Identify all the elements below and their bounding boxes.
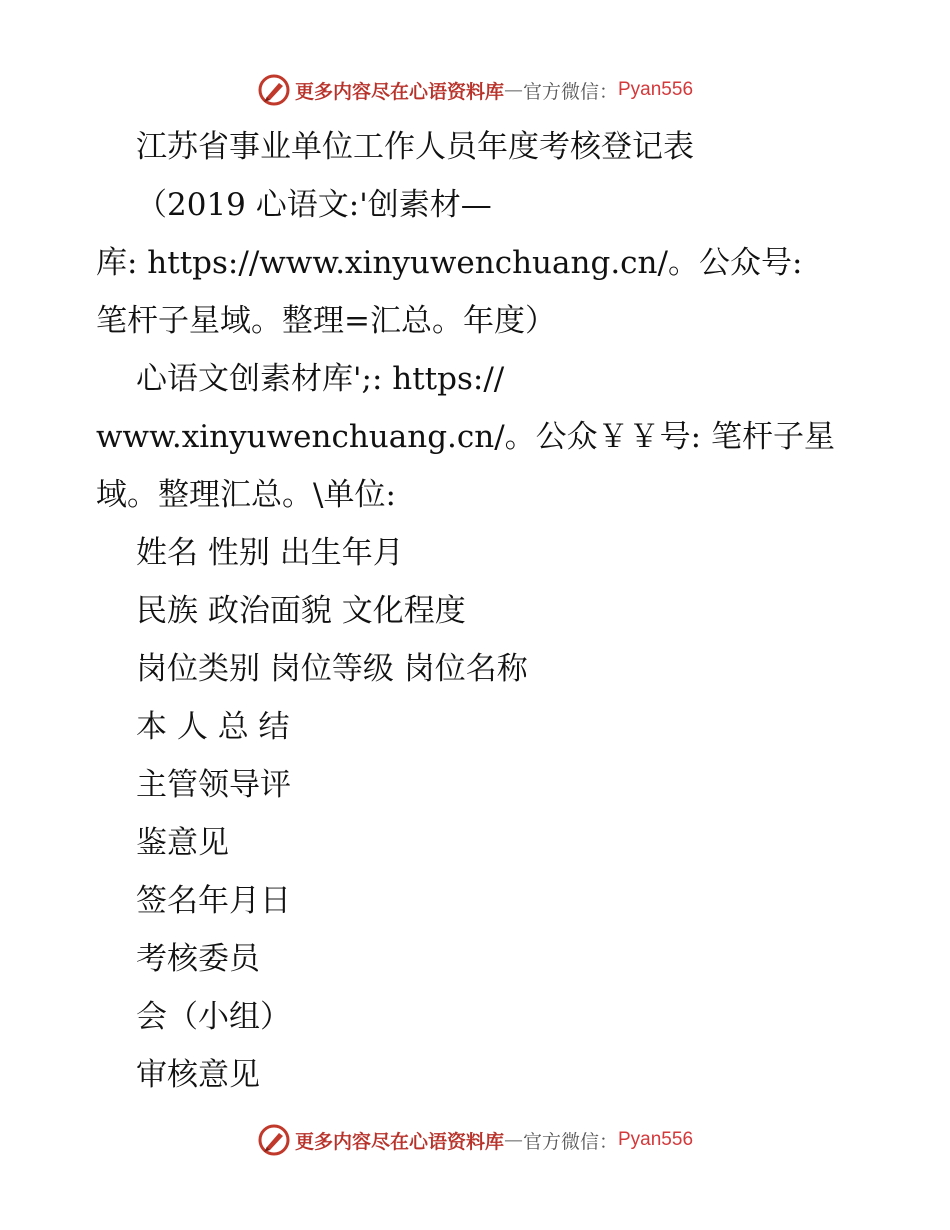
document-line: 笔杆子星域。整理=汇总。年度） bbox=[96, 303, 556, 339]
banner-label: 官方微信： bbox=[522, 1130, 618, 1153]
form-section-label: 鉴意见 bbox=[136, 825, 229, 861]
banner-separator: — bbox=[503, 1129, 523, 1151]
form-section-label: 签名年月日 bbox=[136, 883, 291, 919]
pen-logo-icon bbox=[257, 73, 291, 107]
document-line: www.xinyuwenchuang.cn/。公众￥￥号: 笔杆子星 bbox=[96, 419, 835, 455]
form-field-row: 民族 政治面貌 文化程度 bbox=[136, 593, 466, 629]
banner-main-text: 更多内容尽在心语资料库 bbox=[294, 1130, 504, 1153]
header-banner bbox=[0, 70, 950, 110]
form-field-row: 岗位类别 岗位等级 岗位名称 bbox=[136, 651, 528, 687]
form-section-label: 考核委员 bbox=[136, 941, 260, 977]
form-section-label: 主管领导评 bbox=[136, 767, 291, 803]
banner-wechat-id: Pyan556 bbox=[618, 1129, 694, 1150]
footer-banner bbox=[0, 1120, 950, 1160]
form-section-label: 本 人 总 结 bbox=[136, 709, 290, 745]
banner-main-text: 更多内容尽在心语资料库 bbox=[294, 80, 504, 103]
banner-wechat-id: Pyan556 bbox=[618, 79, 694, 100]
document-line: （2019 心语文:'创素材— bbox=[136, 187, 492, 223]
form-section-label: 会（小组） bbox=[136, 999, 291, 1035]
banner-separator: — bbox=[503, 79, 523, 101]
document-body bbox=[96, 118, 876, 1104]
document-line: 心语文创素材库';: https:// bbox=[136, 361, 505, 397]
pen-logo-icon bbox=[257, 1123, 291, 1157]
document-line: 域。整理汇总。\单位: bbox=[96, 477, 396, 513]
form-section-label: 审核意见 bbox=[136, 1057, 260, 1093]
banner-label: 官方微信： bbox=[522, 80, 618, 103]
form-field-row: 姓名 性别 出生年月 bbox=[136, 535, 404, 571]
document-line: 库: https://www.xinyuwenchuang.cn/。公众号: bbox=[96, 245, 803, 281]
document-title: 江苏省事业单位工作人员年度考核登记表 bbox=[136, 129, 694, 165]
